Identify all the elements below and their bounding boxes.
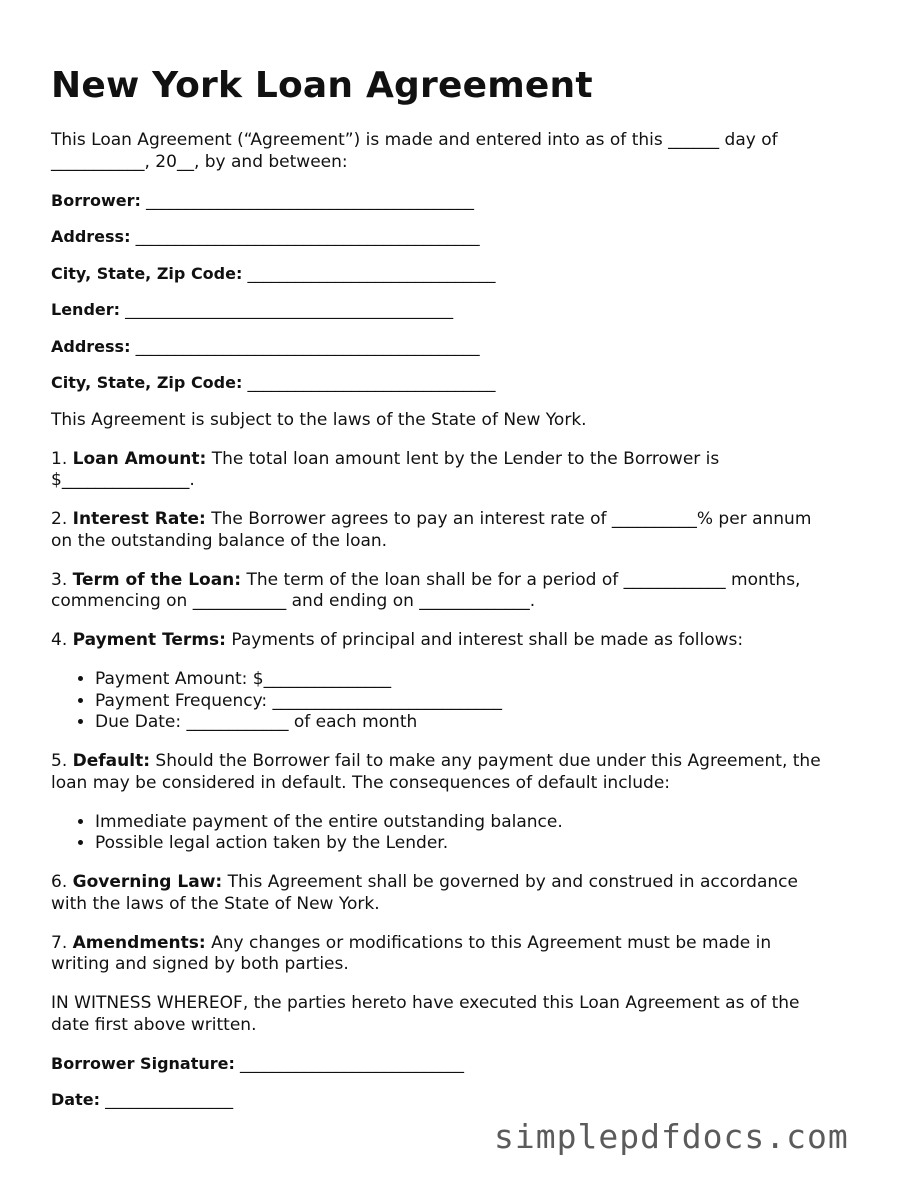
- borrower-label: Borrower:: [51, 190, 141, 210]
- borrower-signature-field[interactable]: [51, 1054, 881, 1073]
- section-governing-law: [51, 872, 881, 915]
- section-heading: Payment Terms:: [72, 630, 226, 650]
- intro-paragraph: [51, 130, 881, 173]
- witness-line-2: date first above written.: [51, 1014, 257, 1035]
- default-consequences-list: [51, 812, 881, 855]
- list-item[interactable]: • Due Date: ____________ of each month: [95, 712, 881, 734]
- section-number: 4.: [51, 630, 68, 650]
- section-text: loan may be considered in default. The consequences of default include:: [51, 772, 671, 793]
- section-heading: Governing Law:: [72, 872, 223, 892]
- section-amendments: [51, 933, 881, 976]
- section-text: Any changes or modifications to this Agreement must be made in: [211, 932, 772, 953]
- witness-paragraph: [51, 993, 881, 1036]
- signature-blank[interactable]: ____________________________: [239, 1053, 464, 1073]
- witness-line-1: IN WITNESS WHEREOF, the parties hereto have executed this Loan Agreement as of the: [51, 993, 800, 1013]
- term-months-text[interactable]: The term of the loan shall be for a period of ____________ months,: [246, 569, 801, 590]
- governing-statement: This Agreement is subject to the laws of the State of New York.: [51, 409, 587, 430]
- watermark: simplepdfdocs.com: [494, 1117, 849, 1156]
- term-dates-text[interactable]: commencing on ___________ and ending on _____________.: [51, 591, 536, 611]
- payment-terms-list: [51, 669, 881, 734]
- section-text: This Agreement shall be governed by and construed in accordance: [227, 872, 798, 892]
- section-text: Payments of principal and interest shall be made as follows:: [231, 630, 744, 650]
- intro-line-2: ___________, 20__, by and between:: [51, 151, 348, 172]
- section-heading: Default:: [72, 751, 151, 771]
- section-number: 2.: [51, 509, 68, 529]
- section-text: writing and signed by both parties.: [51, 954, 349, 974]
- section-heading: Loan Amount:: [72, 448, 207, 469]
- section-heading: Term of the Loan:: [72, 569, 242, 590]
- section-text: on the outstanding balance of the loan.: [51, 530, 388, 551]
- lender-address-blank[interactable]: ___________________________________________: [135, 336, 480, 356]
- section-payment-terms: [51, 630, 881, 652]
- list-item[interactable]: • Payment Amount: $_______________: [95, 669, 881, 691]
- document-page: [51, 60, 881, 1127]
- lender-city-blank[interactable]: _______________________________: [247, 373, 496, 392]
- section-text: The total loan amount lent by the Lender to the Borrower is: [211, 448, 720, 469]
- lender-address-field[interactable]: [51, 337, 881, 356]
- lender-label: Lender:: [51, 300, 121, 319]
- section-heading: Amendments:: [72, 932, 206, 953]
- section-text: Should the Borrower fail to make any payment due under this Agreement, the: [155, 751, 821, 771]
- section-number: 6.: [51, 872, 68, 892]
- interest-rate-text[interactable]: The Borrower agrees to pay an interest rate of __________% per annum: [211, 509, 812, 529]
- date-blank[interactable]: ________________: [105, 1090, 234, 1109]
- intro-line-1: This Loan Agreement (“Agreement”) is made and entered into as of this ______ day of: [51, 130, 778, 150]
- lender-field[interactable]: [51, 300, 881, 319]
- lender-address-label: Address:: [51, 336, 131, 356]
- borrower-address-label: Address:: [51, 227, 131, 246]
- borrower-city-blank[interactable]: _______________________________: [247, 263, 496, 283]
- section-default: [51, 751, 881, 794]
- lender-blank[interactable]: _________________________________________: [125, 300, 454, 319]
- list-item: • Immediate payment of the entire outstanding balance.: [95, 812, 881, 834]
- lender-city-field[interactable]: [51, 373, 881, 392]
- list-item: • Possible legal action taken by the Lender.: [95, 833, 881, 855]
- section-number: 1.: [51, 448, 68, 469]
- loan-amount-blank[interactable]: $_______________.: [51, 470, 195, 490]
- lender-city-label: City, State, Zip Code:: [51, 373, 243, 392]
- section-term: [51, 570, 881, 613]
- signature-label: Borrower Signature:: [51, 1053, 235, 1073]
- borrower-address-field[interactable]: [51, 227, 881, 246]
- borrower-field[interactable]: [51, 191, 881, 210]
- section-heading: Interest Rate:: [72, 509, 206, 529]
- borrower-city-label: City, State, Zip Code:: [51, 263, 243, 283]
- section-number: 3.: [51, 569, 68, 590]
- section-loan-amount: [51, 449, 881, 492]
- section-text: with the laws of the State of New York.: [51, 893, 380, 914]
- borrower-blank[interactable]: _________________________________________: [145, 190, 474, 210]
- borrower-address-blank[interactable]: ___________________________________________: [135, 227, 480, 246]
- borrower-city-field[interactable]: [51, 264, 881, 283]
- section-number: 5.: [51, 751, 68, 771]
- date-label: Date:: [51, 1090, 100, 1109]
- section-interest-rate: [51, 509, 881, 552]
- date-field[interactable]: [51, 1090, 881, 1109]
- section-number: 7.: [51, 932, 68, 953]
- document-title: New York Loan Agreement: [51, 65, 593, 106]
- list-item[interactable]: • Payment Frequency: ___________________________: [95, 691, 881, 713]
